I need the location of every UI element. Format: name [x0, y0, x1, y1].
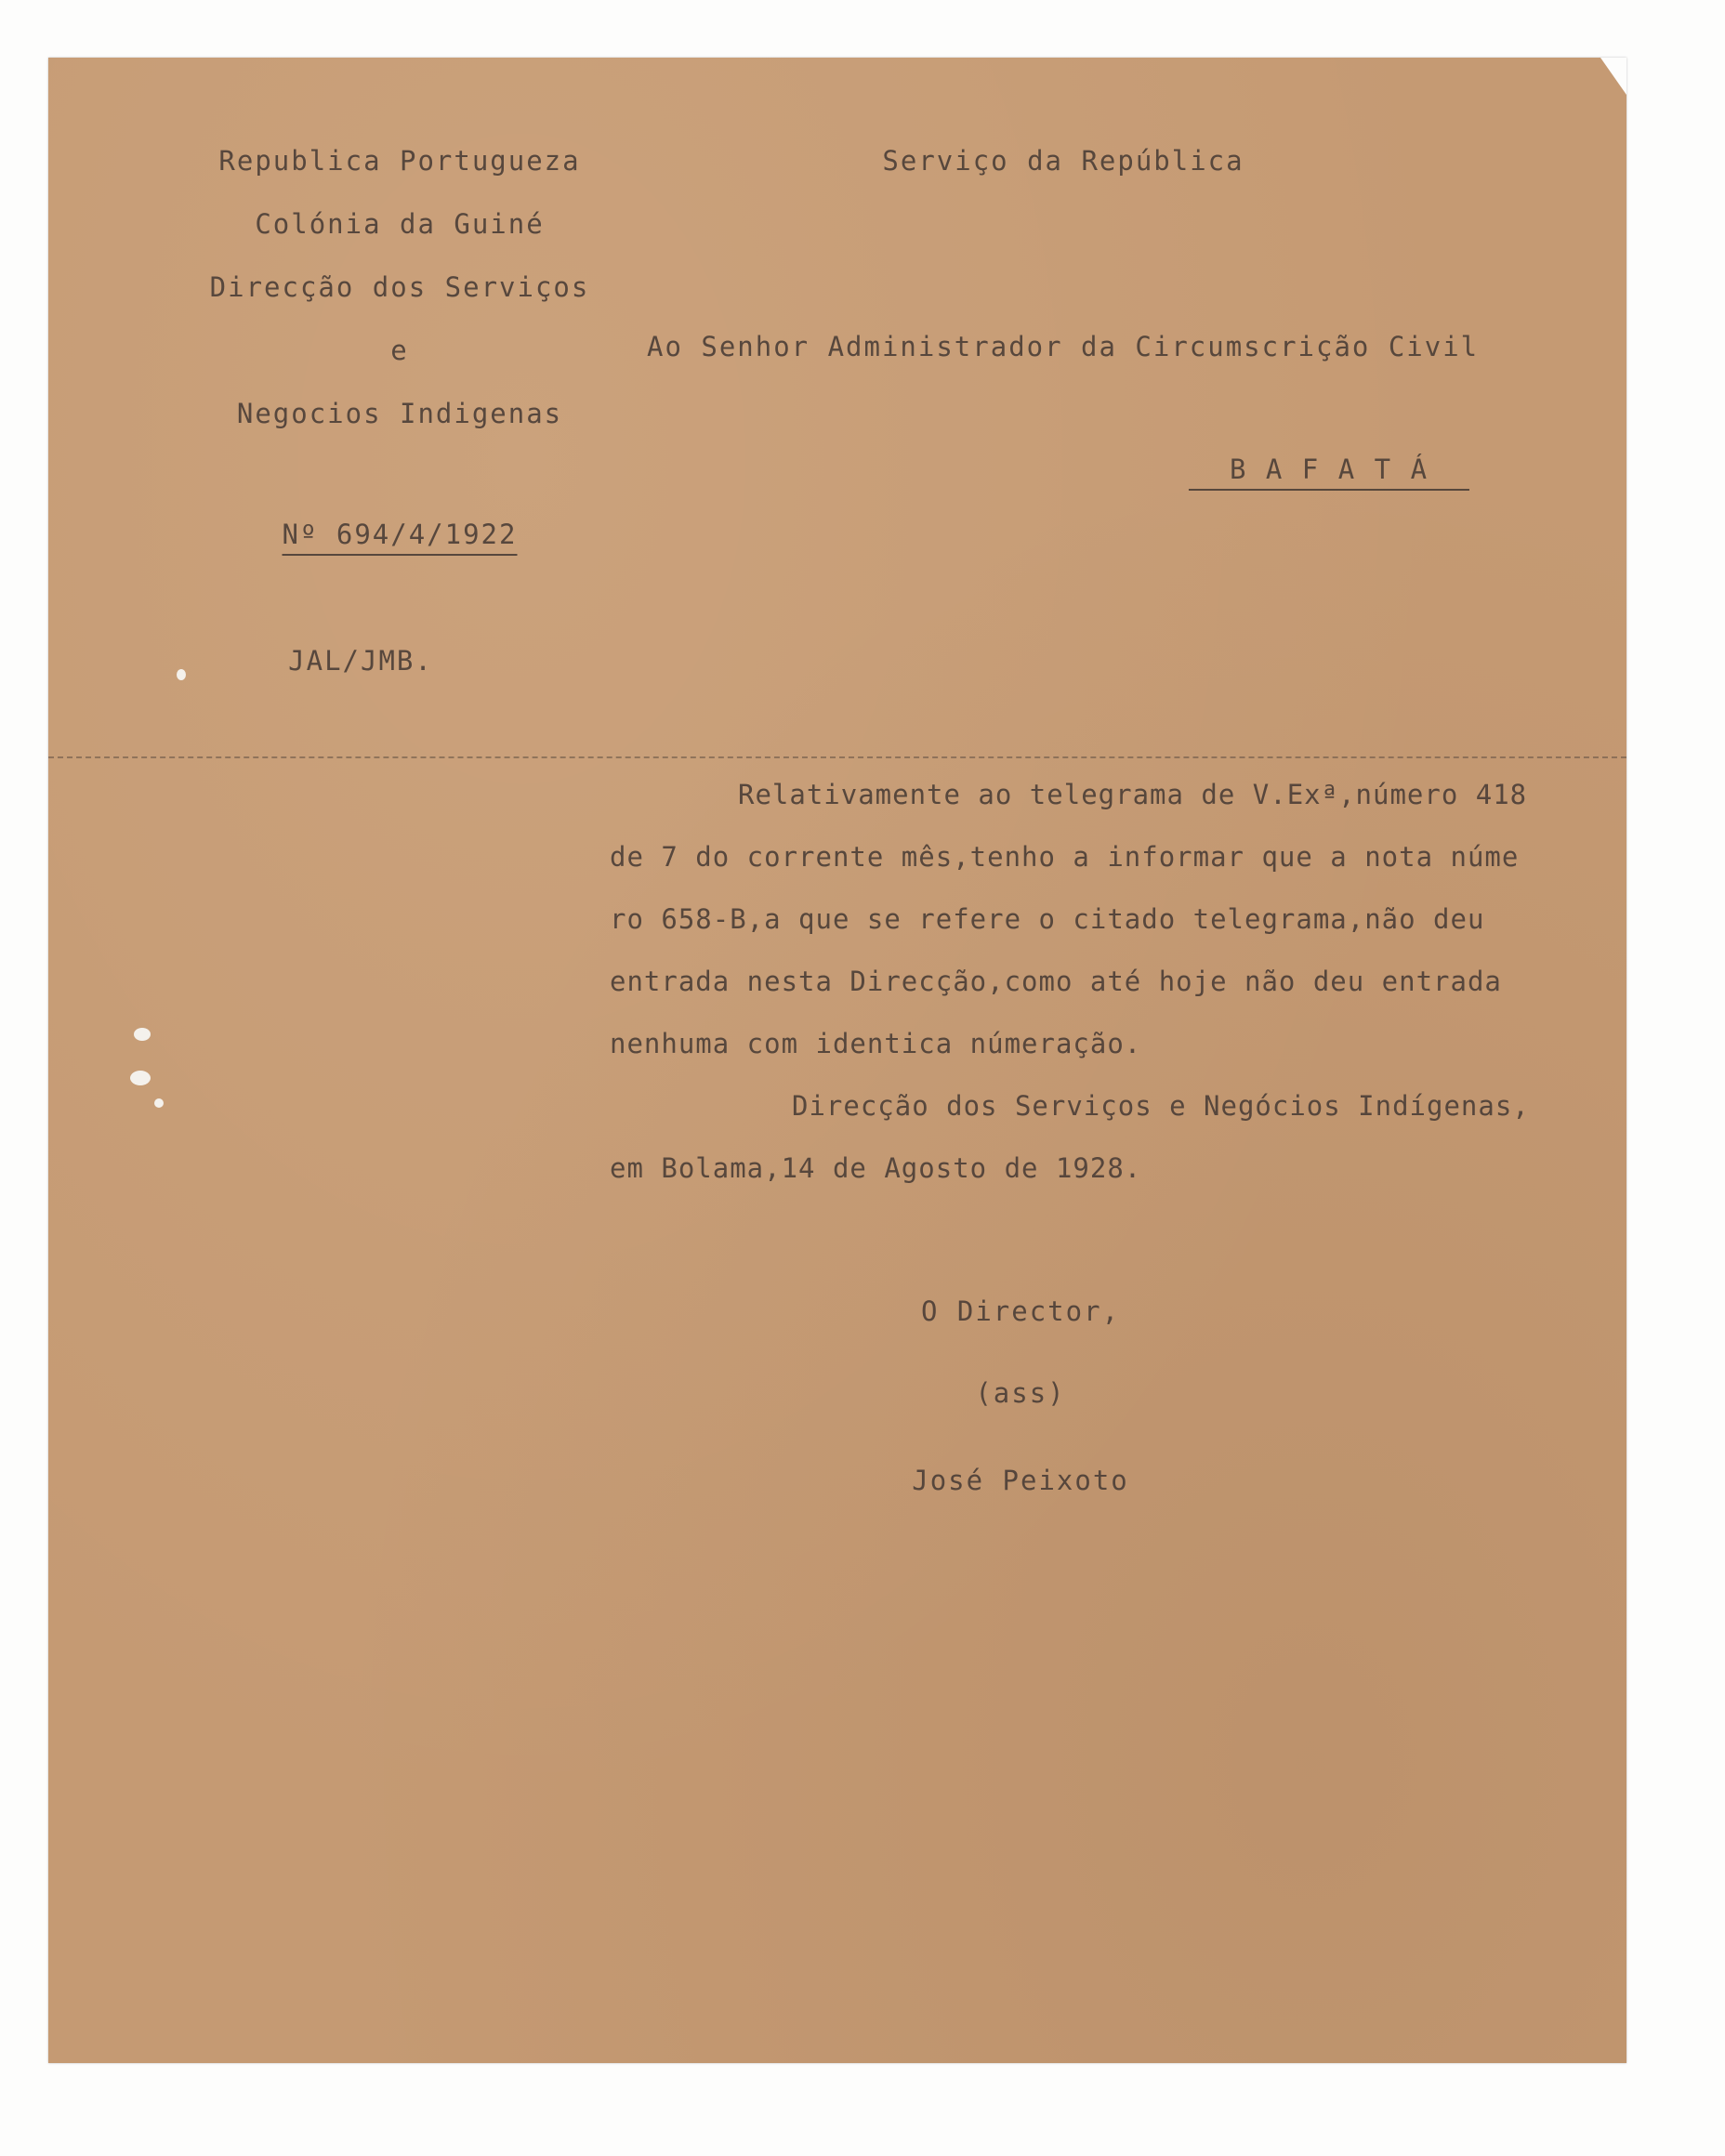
reference-number: Nº 694/4/1922: [283, 519, 518, 556]
signed-mark: (ass): [975, 1377, 1066, 1409]
service-heading: Serviço da República: [882, 145, 1244, 177]
paper-hole: [177, 669, 186, 680]
addressee-line: Ao Senhor Administrador da Circumscrição Civil: [647, 331, 1480, 362]
body-line: ro 658-B,a que se refere o citado telegrama,não deu: [610, 903, 1485, 935]
signatory-name: José Peixoto: [912, 1465, 1129, 1496]
letterhead-conjunction: e: [390, 335, 409, 366]
paper-corner: [1600, 58, 1626, 95]
document-sheet: [48, 58, 1626, 2063]
paper-hole: [154, 1098, 164, 1108]
destination-place: B A F A T Á: [1189, 454, 1469, 491]
closing-date-line: em Bolama,14 de Agosto de 1928.: [610, 1152, 1142, 1184]
letterhead-department: Negocios Indigenas: [236, 398, 563, 429]
body-line: nenhuma com identica númeração.: [610, 1028, 1142, 1059]
closing-place-line: Direcção dos Serviços e Negócios Indígenas,: [792, 1090, 1530, 1122]
paper-hole: [130, 1071, 151, 1085]
letter-body: [610, 764, 1619, 1200]
letterhead-directorate: Direcção dos Serviços: [209, 271, 590, 303]
signatory-title: O Director,: [920, 1295, 1121, 1327]
body-line: de 7 do corrente mês,tenho a informar que a nota núme: [610, 841, 1520, 873]
body-line: entrada nesta Direcção,como até hoje não deu entrada: [610, 966, 1502, 997]
typist-initials: JAL/JMB.: [288, 645, 433, 677]
paper-hole: [134, 1028, 151, 1041]
body-line: Relativamente ao telegrama de V.Exª,número 418: [738, 779, 1528, 810]
letterhead-country: Republica Portugueza: [218, 145, 581, 177]
separator-line: [48, 756, 1626, 758]
letterhead-colony: Colónia da Guiné: [255, 208, 545, 240]
